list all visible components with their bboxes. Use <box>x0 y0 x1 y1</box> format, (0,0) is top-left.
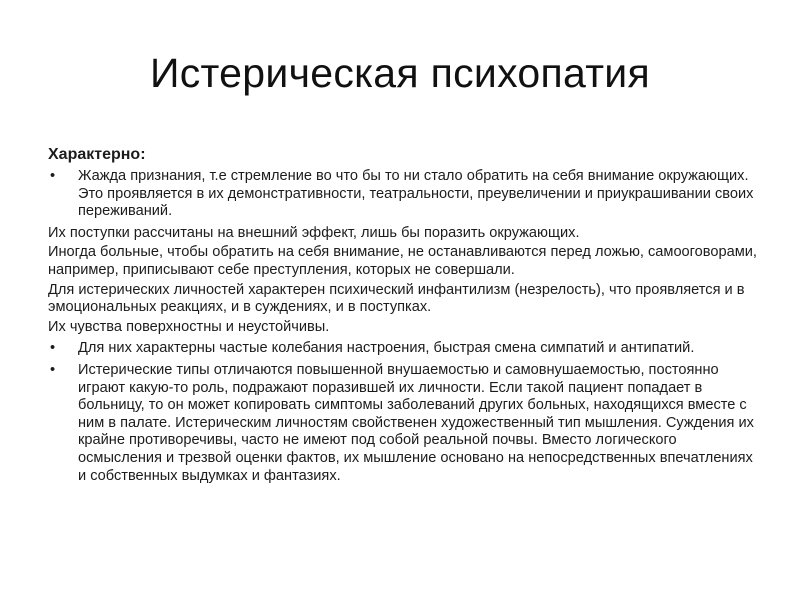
paragraph: Для истерических личностей характерен психический инфантилизм (незрелость), что проявляется и в эмоциональных реакциях, и в суждениях, и в поступках. <box>48 281 745 316</box>
bullet-text: Для них характерны частые колебания настроения, быстрая смена симпатий и антипатий. <box>78 340 695 357</box>
bullet-dot-icon: • <box>50 340 56 357</box>
paragraph: Их поступки рассчитаны на внешний эффект, лишь бы поразить окружающих. <box>48 224 580 241</box>
bullet-dot-icon: • <box>50 361 56 378</box>
bullet-text: Жажда признания, т.е стремление во что бы то ни стало обратить на себя внимание окружающих. Это проявляется в их демонстративности, театральности, преувеличении и приукрашивании своих переживаний. <box>78 168 754 220</box>
paragraph: Их чувства поверхностны и неустойчивы. <box>48 318 330 335</box>
bullet-item <box>48 362 758 485</box>
slide-title: Истерическая психопатия <box>149 50 651 96</box>
bullet-item <box>48 340 758 358</box>
bullet-item <box>48 168 758 221</box>
paragraph: Иногда больные, чтобы обратить на себя внимание, не останавливаются перед ложью, самооговорами, например, приписывают себе преступления, которых не совершали. <box>48 244 757 278</box>
bullet-dot-icon: • <box>50 168 56 184</box>
slide-content <box>48 144 758 487</box>
section-heading: Характерно: <box>48 146 146 163</box>
bullet-text: Истерические типы отличаются повышенной внушаемостью и самовнушаемостью, постоянно играют какую-то роль, подражают поразившей их личности. Если такой пациент попадает в больницу, то он может копировать симптомы заболеваний других больных, находящихся вместе с ним в палате. Истерическим личностям свойственен художественный тип мышления. Суждения их крайне противоречивы, часто не имеют под собой реальной почвы. Вместо логического осмысления и трезвой оценки фактов, их мышление основано на непосредственных впечатлениях и собственных выдумках и фантазиях. <box>78 361 754 484</box>
